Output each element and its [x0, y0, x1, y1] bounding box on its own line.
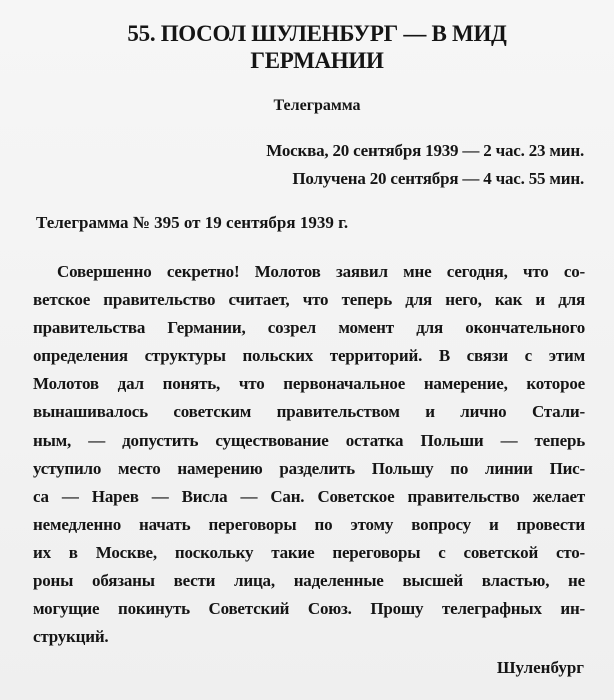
document-subtitle: Телеграмма — [273, 97, 361, 114]
body-line: определения структуры польских территорий. В связи с этим — [33, 346, 585, 366]
title-line: ГЕРМАНИИ — [250, 48, 384, 73]
title-line: 55. ПОСОЛ ШУЛЕНБУРГ — В МИД — [127, 21, 507, 46]
body-line: немедленно начать переговоры по этому вопросу и провести — [33, 514, 585, 534]
body-line: Молотов дал понять, что первоначальное намерение, которое — [33, 374, 585, 394]
telegram-body — [33, 258, 585, 651]
signature: Шуленбург — [496, 658, 584, 677]
body-line: са — Нарев — Висла — Сан. Советское правительство желает — [33, 486, 585, 506]
body-line: их в Москве, поскольку такие переговоры с советской сто- — [33, 542, 585, 562]
dateline-sent: Москва, 20 сентября 1939 — 2 час. 23 мин. — [266, 141, 584, 160]
telegram-reference: Телеграмма № 395 от 19 сентября 1939 г. — [36, 213, 349, 232]
body-line: Совершенно секретно! Молотов заявил мне сегодня, что со- — [57, 262, 585, 281]
body-line: ветское правительство считает, что теперь для него, как и для — [33, 290, 585, 310]
document-title — [0, 20, 614, 74]
body-line: вынашивалось советским правительством и лично Стали- — [33, 402, 585, 422]
body-line: могущие покинуть Советский Союз. Прошу телеграфных ин- — [33, 599, 585, 619]
body-line: струкций. — [33, 627, 109, 647]
body-line: правительства Германии, созрел момент для окончательного — [33, 318, 585, 338]
body-line: уступило место намерению разделить Польшу по линии Пис- — [33, 458, 585, 478]
dateline-received: Получена 20 сентября — 4 час. 55 мин. — [292, 169, 584, 188]
body-line: роны обязаны вести лица, наделенные высшей властью, не — [33, 571, 585, 591]
body-line: ным, — допустить существование остатка Польши — теперь — [33, 430, 585, 450]
